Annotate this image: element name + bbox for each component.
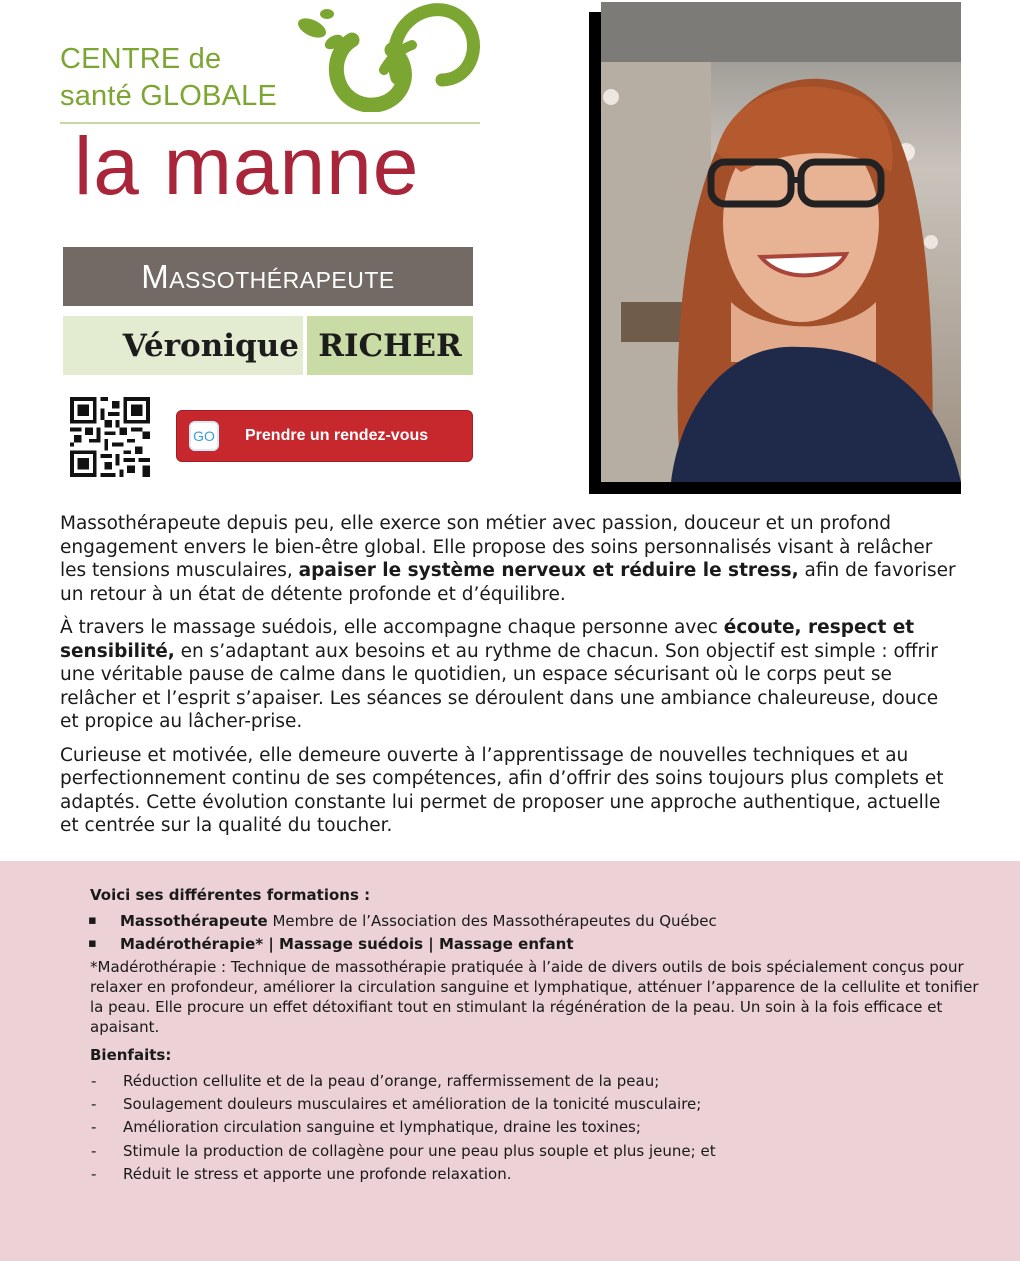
portrait-image bbox=[601, 2, 961, 482]
portrait-photo bbox=[601, 2, 961, 482]
training-item: ▪ Madérothérapie* | Massage suédois | Massage enfant bbox=[90, 934, 985, 954]
last-name-box bbox=[307, 316, 473, 375]
benefit-item: - Soulagement douleurs musculaires et amélioration de la tonicité musculaire; bbox=[90, 1094, 985, 1114]
maderotherapy-note: *Madérothérapie : Technique de massothérapie pratiquée à l’aide de divers outils de bois spécialement conçus pour relaxer en profondeur, améliorer la circulation sanguine et lymphatique, atténuer l’apparence de la cellulite et tonifier la peau. Elle procure un effet détoxifiant tout en stimulant la régénération de la peau. Un soin à la fois efficace et apaisant. bbox=[90, 958, 979, 1036]
benefit-item: - Réduit le stress et apporte une profonde relaxation. bbox=[90, 1164, 985, 1184]
brand-line-2: santé GLOBALE bbox=[60, 80, 277, 112]
bio-paragraph-1: Massothérapeute depuis peu, elle exerce son métier avec passion, douceur et un profond engagement envers le bien-être global. Elle propose des soins personnalisés visant à relâcher les tensions musculaires, apaiser le système nerveux et réduire le stress, afin de favoriser un retour à un état de détente profonde et d’équilibre. bbox=[60, 513, 956, 605]
role-title: Massothérapeute bbox=[63, 247, 473, 306]
go-badge-icon: GO bbox=[189, 421, 219, 451]
bio-paragraph-2: À travers le massage suédois, elle accompagne chaque personne avec écoute, respect et sensibilité, en s’adaptant aux besoins et au rythme de chacun. Son objectif est simple : offrir une véritable pause de calme dans le quotidien, un espace sécurisant où le corps peut se relâcher et l’esprit s’apaiser. Les séances se déroulent dans une ambiance chaleureuse, douce et propice au lâcher-prise. bbox=[60, 617, 939, 732]
training-heading: Voici ses différentes formations : bbox=[90, 886, 371, 904]
leaf-rings-logo-icon bbox=[292, 0, 482, 112]
benefit-item: - Stimule la production de collagène pour une peau plus souple et plus jeune; et bbox=[90, 1141, 985, 1161]
first-name-box bbox=[63, 316, 303, 375]
training-panel bbox=[0, 861, 1020, 1261]
training-list bbox=[90, 911, 985, 954]
training-item: ▪ Massothérapeute Membre de l’Association des Massothérapeutes du Québec bbox=[90, 911, 985, 931]
benefits-heading: Bienfaits: bbox=[90, 1046, 172, 1064]
book-appointment-button[interactable] bbox=[176, 410, 473, 462]
bio-paragraph-3: Curieuse et motivée, elle demeure ouverte à l’apprentissage de nouvelles techniques et au perfectionnement continu de ses compétences, afin d’offrir des soins toujours plus complets et adaptés. Cette évolution constante lui permet de proposer une approche authentique, actuelle et centrée sur la qualité du toucher. bbox=[60, 744, 944, 836]
bio-section bbox=[60, 512, 960, 848]
brand-name: la manne bbox=[74, 121, 420, 212]
first-name: Véronique bbox=[122, 327, 299, 364]
benefit-item: - Amélioration circulation sanguine et lymphatique, draine les toxines; bbox=[90, 1117, 985, 1137]
brand-line-1: CENTRE de bbox=[60, 43, 222, 75]
qr-code-icon[interactable] bbox=[69, 397, 151, 477]
benefit-item: - Réduction cellulite et de la peau d’orange, raffermissement de la peau; bbox=[90, 1071, 985, 1091]
benefits-list bbox=[90, 1071, 985, 1184]
last-name: RICHER bbox=[318, 327, 462, 364]
book-appointment-label: Prendre un rendez-vous bbox=[245, 427, 429, 444]
